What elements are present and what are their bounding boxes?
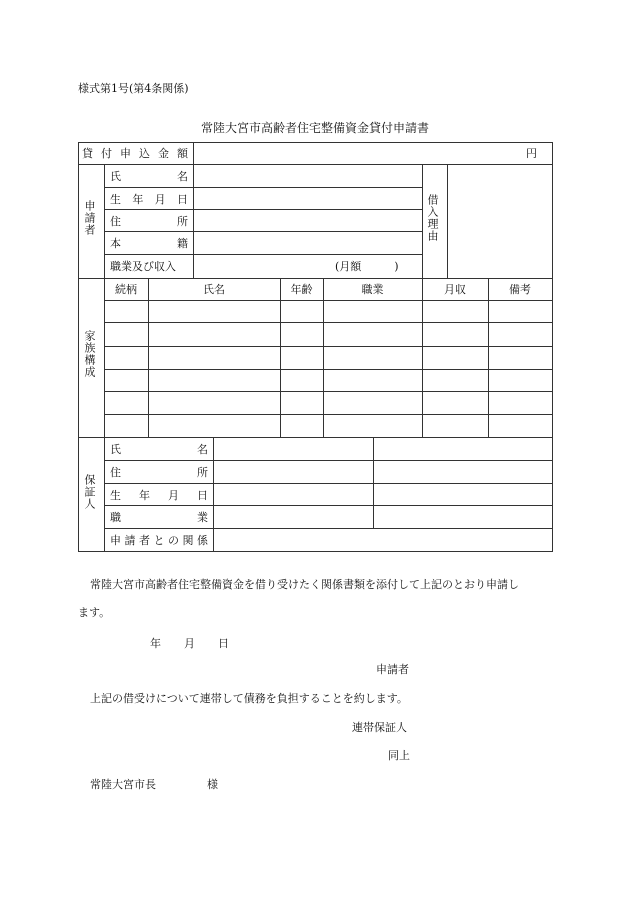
date-month-label: 月 <box>184 637 195 650</box>
label-char: 住 <box>110 465 121 479</box>
guarantor-occupation-label <box>110 506 208 528</box>
label-char: 月 <box>154 192 166 206</box>
label-char: 月 <box>168 488 179 502</box>
label-char: 生 <box>110 488 121 502</box>
joint-guarantor-label: 連帯保証人 <box>352 721 407 734</box>
table-rule <box>104 391 553 392</box>
loan-reason-label: 借入理由 <box>426 194 439 242</box>
monthly-income-note: (月額 ) <box>335 259 399 273</box>
applicant-domicile-label <box>110 232 188 254</box>
form-title: 常陸大宮市高齢者住宅整備資金貸付申請書 <box>200 121 429 135</box>
applicant-address-label <box>110 210 188 232</box>
label-char: 本 <box>110 236 121 250</box>
table-rule <box>422 278 423 438</box>
label-char: 額 <box>177 146 188 160</box>
label-char: と <box>153 533 165 547</box>
table-rule <box>78 142 553 143</box>
guarantor-relationship-label <box>110 529 208 551</box>
loan-amount-field[interactable] <box>196 144 549 162</box>
family-header-relation: 続柄 <box>115 283 137 296</box>
label-char: 業 <box>197 510 208 524</box>
application-statement-line1: 常陸大宮市高齢者住宅整備資金を借り受けたく関係書類を添付して上記のとおり申請し <box>90 578 519 591</box>
guarantor-name-label <box>110 438 208 460</box>
label-char: 年 <box>139 488 150 502</box>
addressee: 常陸大宮市長 <box>90 778 156 791</box>
table-rule <box>104 369 553 370</box>
guarantor-section-label: 保証人 <box>83 474 96 510</box>
family-header-name: 氏名 <box>203 283 225 296</box>
label-char: 付 <box>101 146 112 160</box>
table-rule <box>104 414 553 415</box>
table-rule <box>104 278 105 438</box>
applicant-name-label <box>110 165 188 187</box>
label-char: 所 <box>177 214 188 228</box>
application-statement-line2: ます。 <box>78 606 111 619</box>
family-header-age: 年齢 <box>290 283 313 296</box>
family-header-income: 月収 <box>444 283 466 296</box>
label-char: 金 <box>158 146 169 160</box>
table-rule <box>193 142 194 165</box>
label-char: 名 <box>197 442 208 456</box>
table-rule <box>280 278 281 438</box>
label-char: 名 <box>177 169 188 183</box>
table-rule <box>78 142 79 552</box>
applicant-signature-label: 申請者 <box>376 663 409 676</box>
label-char: 請 <box>124 533 136 547</box>
label-char: 氏 <box>110 442 121 456</box>
table-rule <box>447 164 448 279</box>
label-char: 日 <box>176 192 188 206</box>
label-char: 日 <box>197 488 208 502</box>
guarantor-birthdate-label <box>110 484 208 506</box>
label-char: 住 <box>110 214 121 228</box>
table-rule <box>373 437 374 529</box>
date-year-label: 年 <box>150 637 161 650</box>
table-rule <box>148 278 149 438</box>
table-rule <box>104 300 553 301</box>
form-number: 様式第1号(第4条関係) <box>78 82 189 95</box>
label-char: 籍 <box>177 236 188 250</box>
table-rule <box>323 278 324 438</box>
yen-unit: 円 <box>526 146 537 160</box>
honorific: 様 <box>207 778 218 791</box>
family-section-label: 家族構成 <box>83 330 96 378</box>
loan-amount-label <box>82 144 188 162</box>
table-rule <box>552 142 553 552</box>
family-header-occupation: 職業 <box>361 283 384 296</box>
label-char: 申 <box>120 146 131 160</box>
label-char: 係 <box>197 533 208 547</box>
label-char: 氏 <box>110 169 121 183</box>
table-rule <box>213 437 214 552</box>
label-char: の <box>168 533 179 547</box>
label-char: 年 <box>132 192 144 206</box>
applicant-section-label: 申請者 <box>83 200 96 236</box>
date-day-label: 日 <box>218 637 229 650</box>
applicant-occupation-label: 職業及び収入 <box>110 259 176 273</box>
same-above-label: 同上 <box>388 749 410 762</box>
table-rule <box>422 164 423 279</box>
label-char: 関 <box>182 533 194 547</box>
label-char: 所 <box>197 465 208 479</box>
table-rule <box>104 164 105 279</box>
table-rule <box>104 322 553 323</box>
label-char: 貸 <box>82 146 93 160</box>
label-char: 者 <box>139 533 150 547</box>
table-rule <box>78 551 553 552</box>
applicant-birthdate-label <box>110 188 188 210</box>
label-char: 職 <box>110 510 121 524</box>
guarantee-statement: 上記の借受けについて連帯して債務を負担することを約します。 <box>90 692 408 705</box>
family-header-remarks: 備考 <box>509 283 531 296</box>
label-char: 申 <box>110 533 121 547</box>
table-rule <box>104 346 553 347</box>
table-rule <box>488 278 489 438</box>
label-char: 込 <box>139 146 150 160</box>
table-rule <box>104 437 105 552</box>
label-char: 生 <box>110 192 121 206</box>
guarantor-address-label <box>110 461 208 483</box>
